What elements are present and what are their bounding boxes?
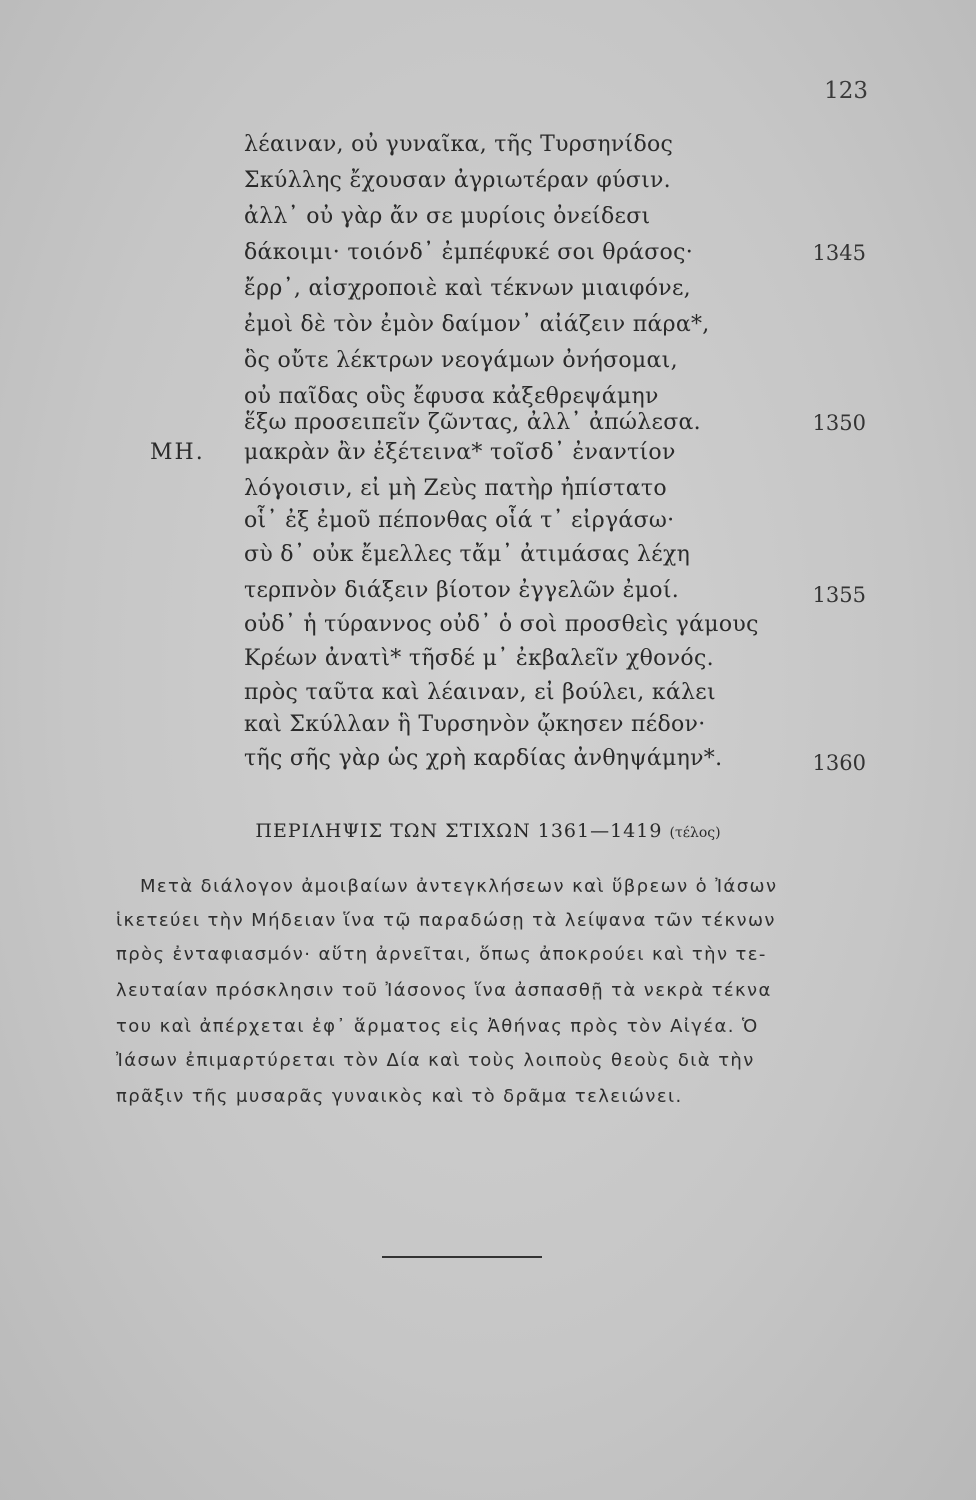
summary-line: πρᾶξιν τῆς μυσαρᾶς γυναικὸς καὶ τὸ δρᾶμα τελειώνει. (116, 1086, 683, 1107)
verse-line: οὐδ᾽ ἡ τύραννος οὐδ᾽ ὁ σοὶ προσθεὶς γάμους (244, 612, 759, 637)
verse-line: ἔρρ᾽, αἰσχροποιὲ καὶ τέκνων μιαιφόνε, (244, 276, 691, 301)
end-rule (382, 1256, 542, 1258)
summary-title-note: (τέλος) (669, 825, 721, 841)
verse-line: λέαιναν, οὐ γυναῖκα, τῆς Τυρσηνίδος (244, 132, 674, 157)
verse-line: ὃς οὔτε λέκτρων νεογάμων ὀνήσομαι, (244, 348, 678, 373)
verse-line: καὶ Σκύλλαν ἣ Τυρσηνὸν ᾤκησεν πέδον· (244, 712, 706, 737)
verse-line: πρὸς ταῦτα καὶ λέαιναν, εἰ βούλει, κάλει (244, 680, 716, 705)
verse-line: σὺ δ᾽ οὐκ ἔμελλες τἄμ᾽ ἀτιμάσας λέχη (244, 542, 691, 567)
verse-line: λόγοισιν, εἰ μὴ Ζεὺς πατὴρ ἠπίστατο (244, 476, 667, 501)
line-number: 1350 (812, 411, 866, 435)
verse-line: τερπνὸν διάξειν βίοτον ἐγγελῶν ἐμοί. (244, 578, 680, 603)
verse-line: τῆς σῆς γὰρ ὡς χρὴ καρδίας ἀνθηψάμην*. (244, 746, 723, 771)
summary-line: ἱκετεύει τὴν Μήδειαν ἵνα τῷ παραδώσῃ τὰ λείψανα τῶν τέκνων (116, 910, 776, 931)
verse-line: ἀλλ᾽ οὐ γὰρ ἄν σε μυρίοις ὀνείδεσι (244, 204, 651, 229)
verse-line: ἐμοὶ δὲ τὸν ἐμὸν δαίμον᾽ αἰάζειν πάρα*, (244, 312, 710, 337)
verse-line: ἕξω προσειπεῖν ζῶντας, ἀλλ᾽ ἀπώλεσα. (244, 410, 701, 435)
speaker-label: ΜΗ. (150, 440, 205, 465)
summary-line: Μετὰ διάλογον ἀμοιβαίων ἀντεγκλήσεων καὶ ὕβρεων ὁ Ἰάσων (140, 876, 778, 897)
verse-line: οὐ παῖδας οὓς ἔφυσα κἀξεθρεψάμην (244, 384, 659, 409)
summary-line: του καὶ ἀπέρχεται ἐφ᾽ ἅρματος εἰς Ἀθήνας πρὸς τὸν Αἰγέα. Ὁ (116, 1016, 759, 1037)
page-number: 123 (824, 78, 868, 104)
verse-line: μακρὰν ἂν ἐξέτεινα* τοῖσδ᾽ ἐναντίον (244, 440, 676, 465)
summary-line: Ἰάσων ἐπιμαρτύρεται τὸν Δία καὶ τοὺς λοιποὺς θεοὺς διὰ τὴν (116, 1050, 755, 1071)
summary-heading (120, 820, 856, 842)
line-number: 1355 (812, 583, 866, 607)
verse-line: οἷ᾽ ἐξ ἐμοῦ πέπονθας οἷά τ᾽ εἰργάσω· (244, 508, 675, 533)
summary-line: λευταίαν πρόσκλησιν τοῦ Ἰάσονος ἵνα ἀσπασθῇ τὰ νεκρὰ τέκνα (116, 980, 772, 1001)
verse-line: δάκοιμι· τοιόνδ᾽ ἐμπέφυκέ σοι θράσος· (244, 240, 694, 265)
summary-title: ΠΕΡΙΛΗΨΙΣ ΤΩΝ ΣΤΙΧΩΝ 1361—1419 (255, 820, 663, 842)
summary-line: πρὸς ἐνταφιασμόν· αὕτη ἀρνεῖται, ὅπως ἀποκρούει καὶ τὴν τε- (116, 944, 767, 965)
line-number: 1360 (812, 751, 866, 775)
line-number: 1345 (812, 241, 866, 265)
verse-line: Σκύλλης ἔχουσαν ἀγριωτέραν φύσιν. (244, 168, 671, 193)
verse-line: Κρέων ἀνατὶ* τῆσδέ μ᾽ ἐκβαλεῖν χθονός. (244, 646, 714, 671)
